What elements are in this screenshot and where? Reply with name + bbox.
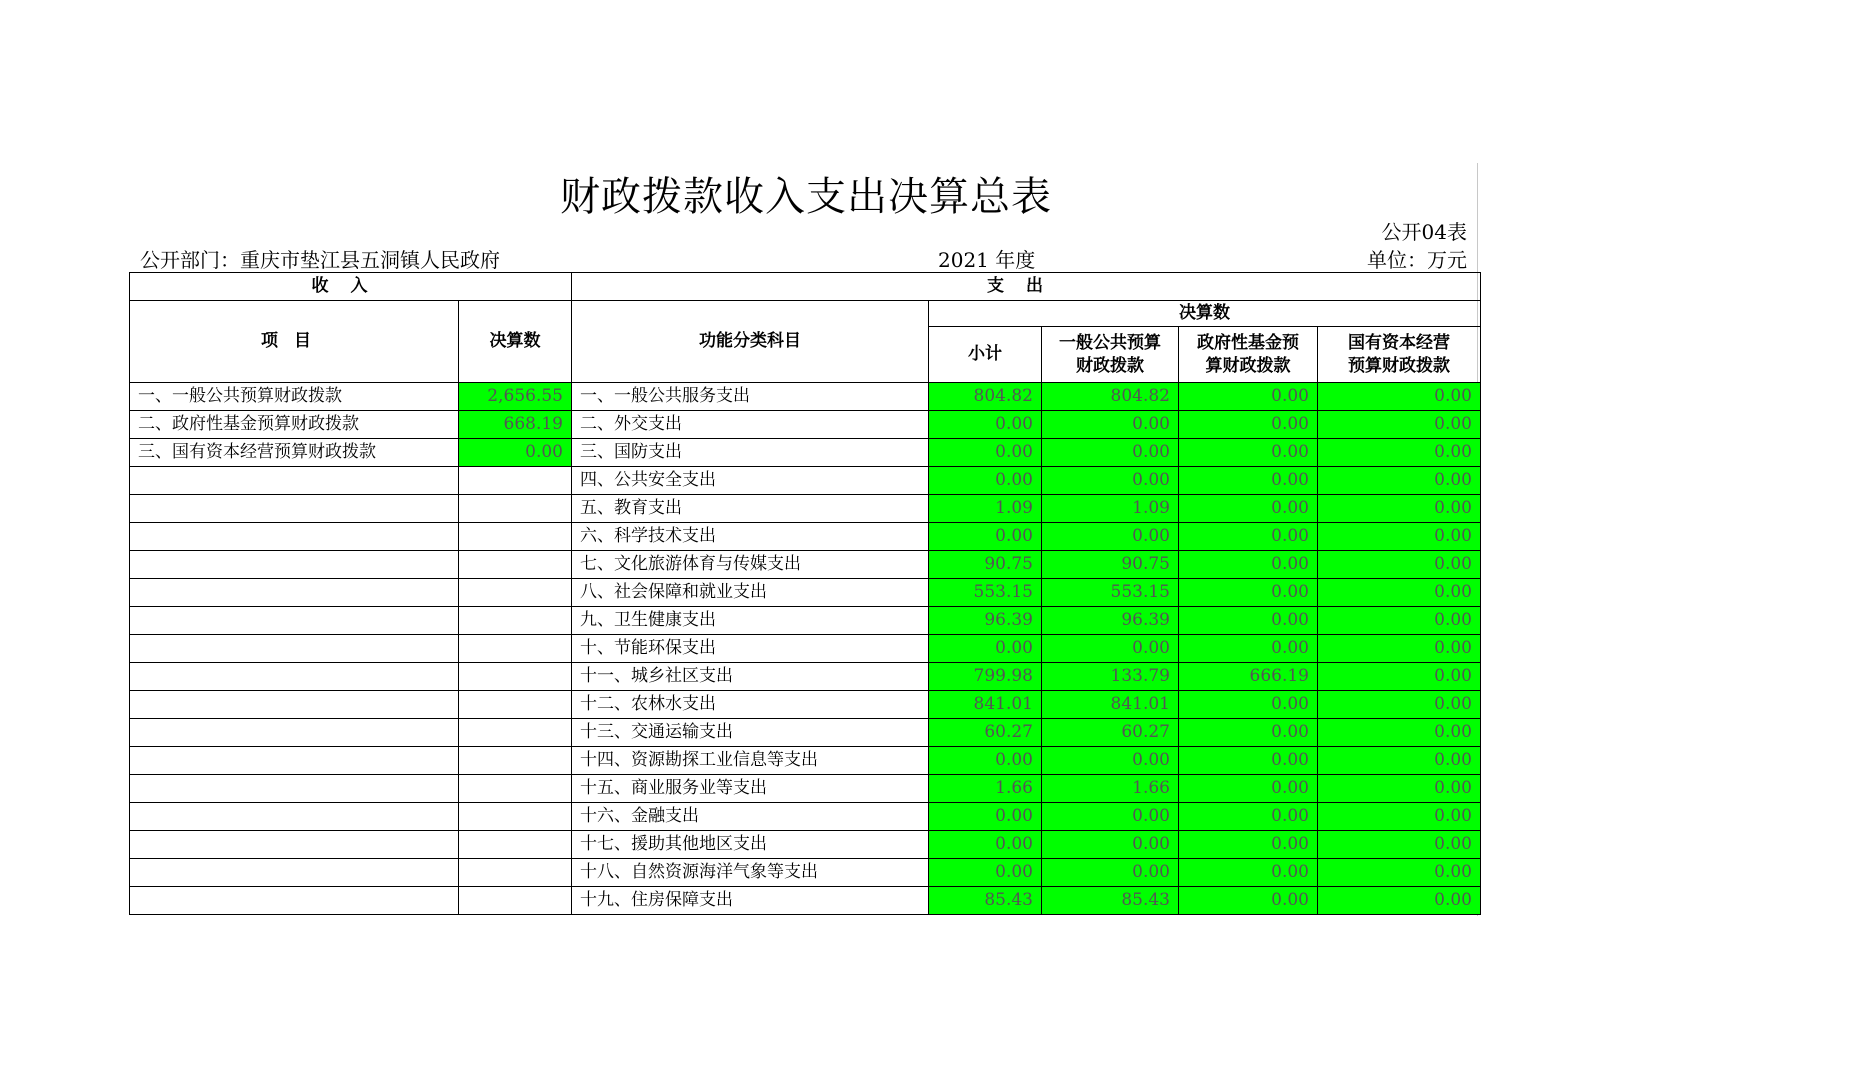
table-row: [130, 831, 1481, 859]
budget-table: [129, 272, 1481, 915]
fund-budget-cell: 0.00: [1179, 747, 1318, 775]
capital-budget-cell: 0.00: [1318, 887, 1481, 915]
function-item-cell: 十三、交通运输支出: [572, 719, 929, 747]
general-budget-cell: 90.75: [1042, 551, 1179, 579]
income-item-cell: [130, 831, 459, 859]
income-item-cell: [130, 579, 459, 607]
income-item-cell: [130, 663, 459, 691]
function-item-cell: 十四、资源勘探工业信息等支出: [572, 747, 929, 775]
general-budget-cell: 0.00: [1042, 411, 1179, 439]
income-amount-cell: [459, 859, 572, 887]
income-item-cell: [130, 747, 459, 775]
table-row: [130, 411, 1481, 439]
subtotal-cell: 0.00: [929, 411, 1042, 439]
subtotal-cell: 0.00: [929, 831, 1042, 859]
general-budget-cell: 804.82: [1042, 383, 1179, 411]
subtotal-cell: 841.01: [929, 691, 1042, 719]
subtotal-cell: 0.00: [929, 523, 1042, 551]
department-label: 公开部门：重庆市垫江县五洞镇人民政府: [140, 248, 500, 272]
income-amount-cell: [459, 607, 572, 635]
function-item-cell: 一、一般公共服务支出: [572, 383, 929, 411]
fund-budget-cell: 0.00: [1179, 579, 1318, 607]
income-amount-cell: [459, 495, 572, 523]
subtotal-cell: 799.98: [929, 663, 1042, 691]
fund-budget-cell: 0.00: [1179, 495, 1318, 523]
function-item-cell: 二、外交支出: [572, 411, 929, 439]
function-item-cell: 十九、住房保障支出: [572, 887, 929, 915]
income-amount-cell: [459, 523, 572, 551]
fund-budget-cell: 0.00: [1179, 719, 1318, 747]
capital-budget-cell: 0.00: [1318, 859, 1481, 887]
table-row: [130, 663, 1481, 691]
subtotal-cell: 85.43: [929, 887, 1042, 915]
capital-budget-cell: 0.00: [1318, 803, 1481, 831]
general-budget-cell: 0.00: [1042, 635, 1179, 663]
col-header-amount: 决算数: [459, 301, 572, 383]
function-item-cell: 四、公共安全支出: [572, 467, 929, 495]
income-item-cell: [130, 467, 459, 495]
general-budget-cell: 85.43: [1042, 887, 1179, 915]
income-item-cell: [130, 635, 459, 663]
general-budget-cell: 553.15: [1042, 579, 1179, 607]
subtotal-cell: 0.00: [929, 859, 1042, 887]
income-item-cell: [130, 495, 459, 523]
income-item-cell: [130, 803, 459, 831]
capital-budget-cell: 0.00: [1318, 551, 1481, 579]
subtotal-cell: 0.00: [929, 803, 1042, 831]
general-budget-cell: 0.00: [1042, 439, 1179, 467]
subtotal-cell: 0.00: [929, 635, 1042, 663]
table-row: [130, 775, 1481, 803]
general-budget-cell: 0.00: [1042, 859, 1179, 887]
general-budget-cell: 0.00: [1042, 467, 1179, 495]
general-budget-cell: 60.27: [1042, 719, 1179, 747]
function-item-cell: 三、国防支出: [572, 439, 929, 467]
col-header-subtotal: 小计: [929, 327, 1042, 383]
general-budget-cell: 1.66: [1042, 775, 1179, 803]
function-item-cell: 十二、农林水支出: [572, 691, 929, 719]
subtotal-cell: 553.15: [929, 579, 1042, 607]
income-amount-cell: [459, 635, 572, 663]
fiscal-year: 2021 年度: [938, 248, 1036, 272]
capital-budget-cell: 0.00: [1318, 663, 1481, 691]
subtotal-cell: 96.39: [929, 607, 1042, 635]
table-row: [130, 383, 1481, 411]
col-header-item: 项目: [130, 301, 459, 383]
table-row: [130, 719, 1481, 747]
capital-budget-cell: 0.00: [1318, 495, 1481, 523]
capital-budget-cell: 0.00: [1318, 691, 1481, 719]
fund-budget-cell: 0.00: [1179, 691, 1318, 719]
function-item-cell: 五、教育支出: [572, 495, 929, 523]
subtotal-cell: 0.00: [929, 467, 1042, 495]
function-item-cell: 十七、援助其他地区支出: [572, 831, 929, 859]
capital-budget-cell: 0.00: [1318, 831, 1481, 859]
col-header-final: 决算数: [929, 301, 1481, 327]
function-item-cell: 十六、金融支出: [572, 803, 929, 831]
table-row: [130, 495, 1481, 523]
function-item-cell: 九、卫生健康支出: [572, 607, 929, 635]
capital-budget-cell: 0.00: [1318, 747, 1481, 775]
function-item-cell: 十五、商业服务业等支出: [572, 775, 929, 803]
table-row: [130, 691, 1481, 719]
capital-budget-cell: 0.00: [1318, 579, 1481, 607]
form-code: 公开04表: [1381, 220, 1467, 244]
table-row: [130, 887, 1481, 915]
subtotal-cell: 60.27: [929, 719, 1042, 747]
subtotal-cell: 804.82: [929, 383, 1042, 411]
fund-budget-cell: 0.00: [1179, 411, 1318, 439]
fund-budget-cell: 0.00: [1179, 635, 1318, 663]
col-header-function: 功能分类科目: [572, 301, 929, 383]
income-amount-cell: [459, 747, 572, 775]
income-item-cell: 三、国有资本经营预算财政拨款: [130, 439, 459, 467]
income-amount-cell: 2,656.55: [459, 383, 572, 411]
capital-budget-cell: 0.00: [1318, 467, 1481, 495]
table-row: [130, 579, 1481, 607]
capital-budget-cell: 0.00: [1318, 439, 1481, 467]
income-amount-cell: 0.00: [459, 439, 572, 467]
unit-label: 单位：万元: [1367, 248, 1467, 272]
capital-budget-cell: 0.00: [1318, 383, 1481, 411]
capital-budget-cell: 0.00: [1318, 523, 1481, 551]
col-header-fund: 政府性基金预算财政拨款: [1179, 327, 1318, 383]
table-row: [130, 803, 1481, 831]
general-budget-cell: 0.00: [1042, 747, 1179, 775]
function-item-cell: 八、社会保障和就业支出: [572, 579, 929, 607]
capital-budget-cell: 0.00: [1318, 411, 1481, 439]
fund-budget-cell: 0.00: [1179, 803, 1318, 831]
fund-budget-cell: 0.00: [1179, 467, 1318, 495]
income-amount-cell: [459, 663, 572, 691]
subtotal-cell: 1.09: [929, 495, 1042, 523]
fund-budget-cell: 0.00: [1179, 439, 1318, 467]
income-amount-cell: [459, 803, 572, 831]
capital-budget-cell: 0.00: [1318, 607, 1481, 635]
income-item-cell: 一、一般公共预算财政拨款: [130, 383, 459, 411]
subtotal-cell: 0.00: [929, 747, 1042, 775]
income-amount-cell: [459, 579, 572, 607]
table-row: [130, 635, 1481, 663]
income-amount-cell: [459, 551, 572, 579]
general-budget-cell: 133.79: [1042, 663, 1179, 691]
income-item-cell: [130, 551, 459, 579]
table-row: [130, 439, 1481, 467]
subtotal-cell: 90.75: [929, 551, 1042, 579]
income-item-cell: [130, 887, 459, 915]
subtotal-cell: 0.00: [929, 439, 1042, 467]
income-section-header: 收入: [130, 273, 572, 301]
income-item-cell: [130, 523, 459, 551]
fund-budget-cell: 0.00: [1179, 523, 1318, 551]
table-row: [130, 467, 1481, 495]
subtotal-cell: 1.66: [929, 775, 1042, 803]
fund-budget-cell: 0.00: [1179, 607, 1318, 635]
col-header-general: 一般公共预算财政拨款: [1042, 327, 1179, 383]
fund-budget-cell: 0.00: [1179, 551, 1318, 579]
page-title: 财政拨款收入支出决算总表: [560, 174, 1052, 220]
income-item-cell: [130, 691, 459, 719]
general-budget-cell: 841.01: [1042, 691, 1179, 719]
table-row: [130, 607, 1481, 635]
income-item-cell: 二、政府性基金预算财政拨款: [130, 411, 459, 439]
income-item-cell: [130, 859, 459, 887]
function-item-cell: 六、科学技术支出: [572, 523, 929, 551]
function-item-cell: 十一、城乡社区支出: [572, 663, 929, 691]
capital-budget-cell: 0.00: [1318, 635, 1481, 663]
income-item-cell: [130, 775, 459, 803]
fund-budget-cell: 0.00: [1179, 383, 1318, 411]
col-header-capital: 国有资本经营预算财政拨款: [1318, 327, 1481, 383]
income-amount-cell: [459, 775, 572, 803]
function-item-cell: 十八、自然资源海洋气象等支出: [572, 859, 929, 887]
table-row: [130, 551, 1481, 579]
expense-section-header: 支出: [572, 273, 1481, 301]
general-budget-cell: 0.00: [1042, 803, 1179, 831]
fund-budget-cell: 0.00: [1179, 859, 1318, 887]
general-budget-cell: 1.09: [1042, 495, 1179, 523]
table-row: [130, 523, 1481, 551]
general-budget-cell: 96.39: [1042, 607, 1179, 635]
general-budget-cell: 0.00: [1042, 523, 1179, 551]
fund-budget-cell: 666.19: [1179, 663, 1318, 691]
income-item-cell: [130, 607, 459, 635]
fund-budget-cell: 0.00: [1179, 775, 1318, 803]
fund-budget-cell: 0.00: [1179, 831, 1318, 859]
function-item-cell: 七、文化旅游体育与传媒支出: [572, 551, 929, 579]
income-amount-cell: 668.19: [459, 411, 572, 439]
income-amount-cell: [459, 831, 572, 859]
fund-budget-cell: 0.00: [1179, 887, 1318, 915]
table-row: [130, 859, 1481, 887]
general-budget-cell: 0.00: [1042, 831, 1179, 859]
capital-budget-cell: 0.00: [1318, 719, 1481, 747]
income-amount-cell: [459, 691, 572, 719]
income-amount-cell: [459, 887, 572, 915]
table-row: [130, 747, 1481, 775]
function-item-cell: 十、节能环保支出: [572, 635, 929, 663]
capital-budget-cell: 0.00: [1318, 775, 1481, 803]
income-item-cell: [130, 719, 459, 747]
income-amount-cell: [459, 719, 572, 747]
income-amount-cell: [459, 467, 572, 495]
